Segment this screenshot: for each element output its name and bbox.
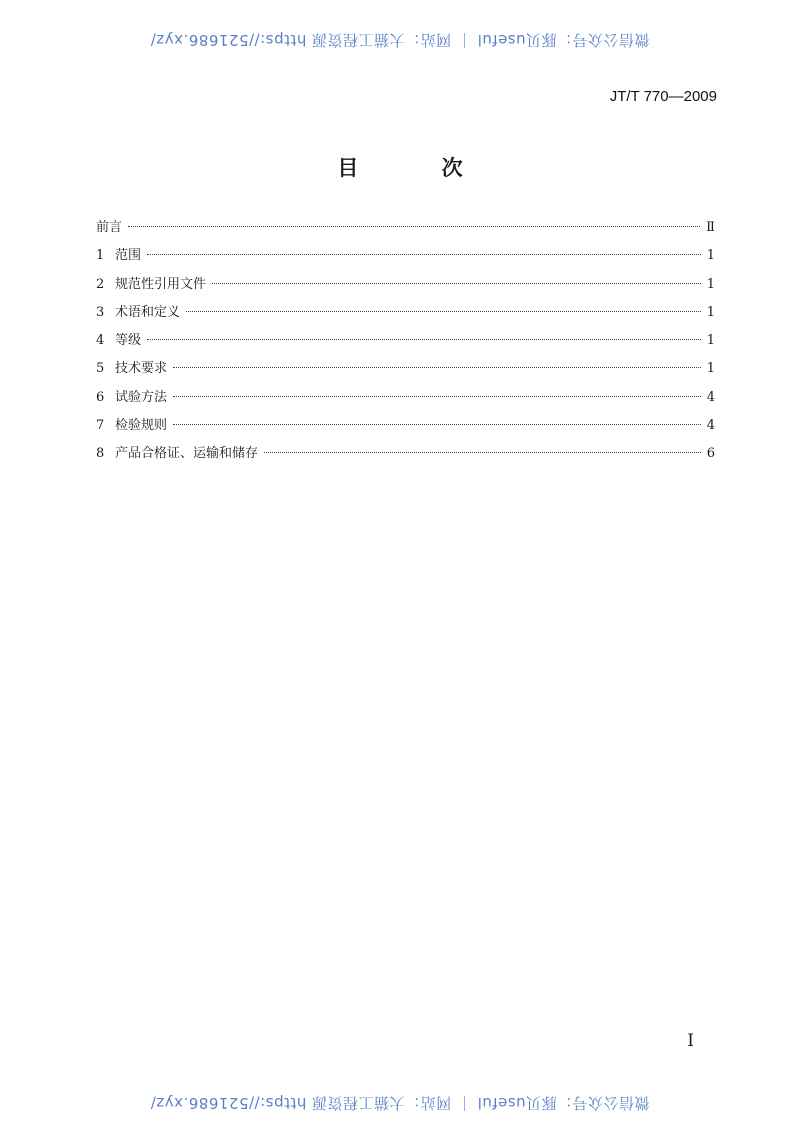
toc-entry-label: 等级 [115, 333, 142, 349]
toc-leader [173, 367, 701, 368]
toc-entry-2[interactable] [96, 273, 715, 301]
toc-leader [186, 311, 701, 312]
toc-entry-page: 1 [706, 304, 715, 320]
standard-code: JT/T 770—2009 [609, 88, 717, 105]
toc-entry-label: 前言 [96, 220, 123, 235]
toc-entry-page: 6 [706, 446, 715, 462]
page-number: Ⅰ [687, 1031, 694, 1051]
toc-entry-number: 3 [96, 304, 105, 320]
toc-entry-7[interactable] [96, 414, 715, 442]
toc-entry-label: 试验方法 [115, 389, 168, 405]
toc-entry-foreword[interactable] [96, 216, 715, 244]
watermark-bottom: 微信公众号：豚贝useful ｜ 网站：大猫工程资源 https://521686.xyz/ [150, 1094, 650, 1112]
toc-entry-8[interactable] [96, 442, 715, 470]
toc-list [96, 216, 715, 471]
watermark-top: 微信公众号：豚贝useful ｜ 网站：大猫工程资源 https://521686.xyz/ [150, 31, 650, 49]
toc-entry-number: 4 [96, 333, 105, 349]
toc-entry-page: 1 [706, 276, 715, 292]
toc-entry-label: 检验规则 [115, 418, 168, 434]
toc-entry-1[interactable] [96, 244, 715, 272]
toc-entry-3[interactable] [96, 301, 715, 329]
toc-entry-page: 4 [706, 418, 715, 434]
toc-entry-number: 8 [96, 446, 105, 462]
toc-entry-4[interactable] [96, 329, 715, 357]
toc-leader [212, 283, 701, 284]
toc-entry-page: 1 [706, 361, 715, 377]
toc-leader [173, 424, 701, 425]
toc-entry-number: 6 [96, 389, 105, 405]
toc-entry-number: 5 [96, 361, 105, 377]
toc-leader [173, 396, 701, 397]
toc-leader [128, 226, 700, 227]
toc-entry-label: 规范性引用文件 [115, 276, 207, 292]
toc-entry-label: 术语和定义 [115, 304, 181, 320]
toc-entry-page: 1 [706, 248, 715, 264]
toc-entry-number: 1 [96, 248, 105, 264]
toc-entry-5[interactable] [96, 357, 715, 385]
toc-entry-label: 范围 [115, 248, 142, 264]
toc-leader [147, 254, 701, 255]
toc-entry-label: 产品合格证、运输和储存 [115, 446, 259, 462]
toc-leader [147, 339, 701, 340]
toc-entry-6[interactable] [96, 386, 715, 414]
toc-entry-label: 技术要求 [115, 361, 168, 377]
toc-entry-number: 2 [96, 276, 105, 292]
toc-entry-page: 1 [706, 333, 715, 349]
toc-entry-page: Ⅱ [706, 220, 715, 235]
toc-entry-page: 4 [706, 389, 715, 405]
toc-leader [264, 452, 701, 453]
toc-entry-number: 7 [96, 418, 105, 434]
toc-title: 目 次 [337, 156, 501, 180]
